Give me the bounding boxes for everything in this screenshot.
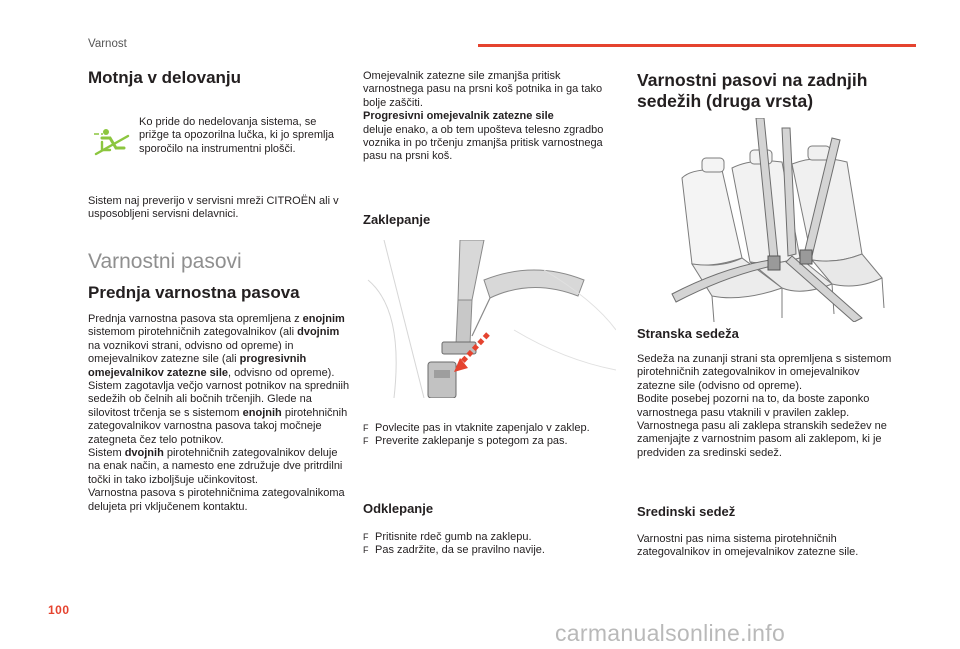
- warning-lamp-text: Ko pride do nedelovanja sistema, se prižge ta opozorilna lučka, ki jo spremlja sporočilo na instrumentni plošči.: [139, 116, 335, 155]
- text-run-bold: dvojnim: [297, 326, 340, 339]
- locking-heading: Zaklepanje: [363, 212, 431, 227]
- text-run: Sistem zagotavlja večjo varnost potnikov na spredniih sedežih ob čelnih ali bočnih trčenjih. Glede na silovitost trčenja se s sistemom: [88, 380, 350, 419]
- list-item-text: Preverite zaklepanje s potegom za pas.: [375, 435, 568, 448]
- text-run: sistemom pirotehničnih zategovalnikov (ali: [88, 326, 298, 339]
- progressive-limiter-text: deluje enako, a ob tem upošteva telesno zgradbo voznika in po trčenju zmanjša pritisk varnostnega pasu na prsni koš.: [363, 123, 604, 163]
- bullet-glyph: F: [363, 436, 369, 447]
- text-run-bold: enojnih: [242, 406, 282, 419]
- rear-seats-illustration: [632, 118, 892, 322]
- list-item: [363, 435, 618, 448]
- service-check-text: Sistem naj preverijo v servisni mreži CITROËN ali v usposobljeni servisni delavnici.: [88, 195, 339, 221]
- list-item: [363, 544, 618, 557]
- side-seats-text: Sedeža na zunanji strani sta opremljena s sistemom pirotehničnih zategovalnikov in omejevalnikov zatezne sile (odvisno od opreme).: [637, 353, 892, 392]
- front-belts-heading: Prednja varnostna pasova: [88, 283, 300, 302]
- list-item: [363, 531, 618, 544]
- text-run: Varnostna pasova s pirotehničnima zategovalnikoma delujeta pri vključenem kontaktu.: [88, 487, 345, 513]
- text-run: na voznikovi strani, odvisno od opreme) in omejevalnikov zatezne sile (ali: [88, 339, 294, 366]
- text-run-bold: progresivnih omejevalnikov zatezne sile: [88, 353, 307, 379]
- unlocking-heading: Odklepanje: [363, 501, 434, 516]
- page-number: 100: [48, 603, 70, 617]
- malfunction-heading: Motnja v delovanju: [88, 68, 242, 87]
- text-run: pirotehničnih zategovalnikov deluje na enak način, a namesto ene združuje dve pritrdilni točki in tako izboljšuje učinkovitost.: [88, 447, 343, 486]
- watermark: carmanualsonline.info: [555, 620, 786, 646]
- bullet-glyph: F: [363, 545, 369, 556]
- rear-belts-heading-line: sedežih (druga vrsta): [637, 91, 814, 111]
- front-belts-para: [88, 487, 350, 514]
- list-item: [363, 422, 618, 435]
- seatbelts-heading: Varnostni pasovi: [88, 250, 242, 273]
- buckle-illustration: [364, 240, 616, 398]
- list-item-text: Pritisnite rdeč gumb na zaklepu.: [375, 531, 532, 543]
- text-run-bold: enojnim: [302, 313, 345, 325]
- rear-belts-heading: [637, 70, 927, 112]
- limiter-text-block: [363, 70, 613, 164]
- text-run: , odvisno od opreme).: [228, 366, 335, 379]
- text-run: pirotehničnih zategovalnikov varnostna pasova takoj močneje zategneta čez telo potnikov.: [88, 406, 348, 446]
- list-item-text: Povlecite pas in vtaknite zapenjalo v zaklep.: [375, 422, 590, 434]
- bullet-glyph: F: [363, 532, 369, 542]
- front-belts-body: [88, 313, 350, 514]
- text-run: Prednja varnostna pasova sta opremljena z: [88, 313, 303, 325]
- rear-belts-heading-line: Varnostni pasovi na zadnjih: [637, 70, 868, 90]
- text-run-bold: dvojnih: [124, 447, 164, 460]
- side-seats-text: Bodite posebej pozorni na to, da boste zaponko varnostnega pasu vtaknili v pravilen zaklep.: [637, 393, 870, 419]
- limiter-text: Omejevalnik zatezne sile zmanjša pritisk varnostnega pasu na prsni koš potnika in ga tako bolje zaščiti.: [363, 70, 603, 109]
- progressive-limiter-heading: Progresivni omejevalnik zatezne sile: [363, 110, 554, 123]
- header-accent-rule: [478, 44, 916, 47]
- locking-bullets: [363, 422, 618, 449]
- text-run: Sistem: [88, 447, 125, 460]
- center-seat-heading: Sredinski sedež: [637, 504, 736, 519]
- center-seat-text: Varnostni pas nima sistema pirotehničnih zategovalnikov in omejevalnikov zatezne sile.: [637, 533, 859, 559]
- side-seats-text: Varnostnega pasu ali zaklepa stranskih sedežev ne zamenjajte z varnostnim pasom ali zaklepom, ki je predviden za sredinski sedež.: [637, 420, 887, 459]
- side-seats-body: [637, 353, 899, 460]
- front-belts-para: [88, 447, 350, 487]
- section-label: Varnost: [88, 38, 127, 50]
- bullet-glyph: F: [363, 423, 369, 433]
- front-belts-para: [88, 313, 350, 380]
- list-item-text: Pas zadržite, da se pravilno navije.: [375, 544, 545, 557]
- front-belts-para: [88, 380, 350, 447]
- seatbelt-warning-icon: [88, 124, 132, 158]
- side-seats-heading: Stranska sedeža: [637, 326, 739, 341]
- unlocking-bullets: [363, 531, 618, 558]
